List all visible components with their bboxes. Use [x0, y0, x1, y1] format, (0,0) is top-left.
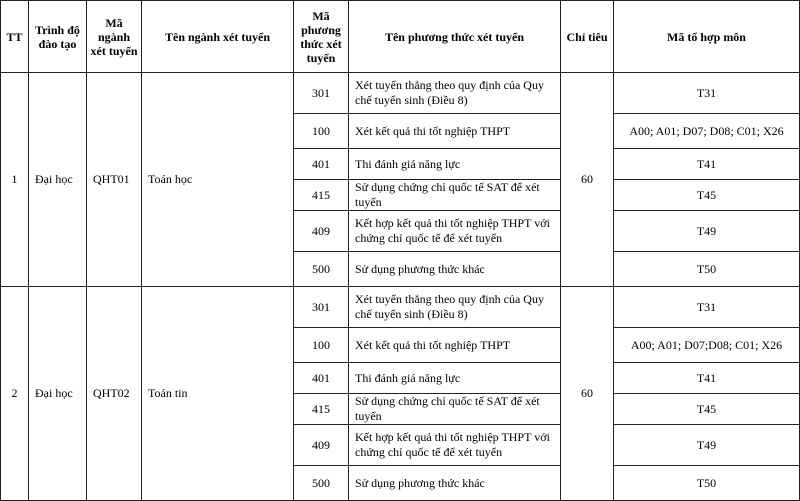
header-major-code: Mã ngành xét tuyển — [87, 1, 142, 73]
program-level: Đại học — [29, 287, 87, 501]
program-major-name: Toán tin — [142, 287, 294, 501]
method-combo: A00; A01; D07;D08; C01; X26 — [614, 328, 800, 363]
method-name: Xét tuyển thẳng theo quy định của Quy chế tuyển sinh (Điều 8) — [349, 73, 561, 114]
method-name: Thi đánh giá năng lực — [349, 363, 561, 394]
method-code: 409 — [294, 211, 349, 252]
program-quota: 60 — [561, 287, 614, 501]
program-level: Đại học — [29, 73, 87, 287]
method-name: Sử dụng phương thức khác — [349, 252, 561, 287]
header-method-code: Mã phương thức xét tuyển — [294, 1, 349, 73]
method-code: 301 — [294, 287, 349, 328]
program-major-code: QHT02 — [87, 287, 142, 501]
method-combo: T50 — [614, 466, 800, 501]
header-combo: Mã tổ hợp môn — [614, 1, 800, 73]
method-code: 100 — [294, 328, 349, 363]
method-combo: T49 — [614, 425, 800, 466]
method-code: 401 — [294, 363, 349, 394]
header-quota: Chỉ tiêu — [561, 1, 614, 73]
header-row — [1, 1, 800, 73]
header-major-name: Tên ngành xét tuyển — [142, 1, 294, 73]
method-combo: T45 — [614, 394, 800, 425]
method-code: 401 — [294, 149, 349, 180]
method-name: Sử dụng chứng chỉ quốc tế SAT để xét tuyển — [349, 180, 561, 211]
method-combo: T31 — [614, 287, 800, 328]
method-name: Kết hợp kết quả thi tốt nghiệp THPT với chứng chỉ quốc tế để xét tuyển — [349, 425, 561, 466]
method-code: 100 — [294, 114, 349, 149]
method-combo: T50 — [614, 252, 800, 287]
header-level: Trình độ đào tạo — [29, 1, 87, 73]
method-code: 500 — [294, 252, 349, 287]
method-code: 415 — [294, 394, 349, 425]
program-quota: 60 — [561, 73, 614, 287]
program-tt: 2 — [1, 287, 29, 501]
method-code: 500 — [294, 466, 349, 501]
method-name: Xét kết quả thi tốt nghiệp THPT — [349, 114, 561, 149]
method-combo: T45 — [614, 180, 800, 211]
method-combo: A00; A01; D07; D08; C01; X26 — [614, 114, 800, 149]
method-combo: T31 — [614, 73, 800, 114]
method-name: Sử dụng phương thức khác — [349, 466, 561, 501]
method-name: Xét kết quả thi tốt nghiệp THPT — [349, 328, 561, 363]
method-combo: T41 — [614, 149, 800, 180]
header-tt: TT — [1, 1, 29, 73]
program-tt: 1 — [1, 73, 29, 287]
method-code: 301 — [294, 73, 349, 114]
method-code: 409 — [294, 425, 349, 466]
header-method-name: Tên phương thức xét tuyển — [349, 1, 561, 73]
method-combo: T41 — [614, 363, 800, 394]
method-name: Kết hợp kết quả thi tốt nghiệp THPT với chứng chỉ quốc tế để xét tuyển — [349, 211, 561, 252]
program-major-name: Toán học — [142, 73, 294, 287]
method-code: 415 — [294, 180, 349, 211]
method-name: Sử dụng chứng chỉ quốc tế SAT để xét tuyển — [349, 394, 561, 425]
method-combo: T49 — [614, 211, 800, 252]
table-row — [1, 287, 800, 328]
method-name: Thi đánh giá năng lực — [349, 149, 561, 180]
method-name: Xét tuyển thẳng theo quy định của Quy chế tuyển sinh (Điều 8) — [349, 287, 561, 328]
program-major-code: QHT01 — [87, 73, 142, 287]
table-row — [1, 73, 800, 114]
